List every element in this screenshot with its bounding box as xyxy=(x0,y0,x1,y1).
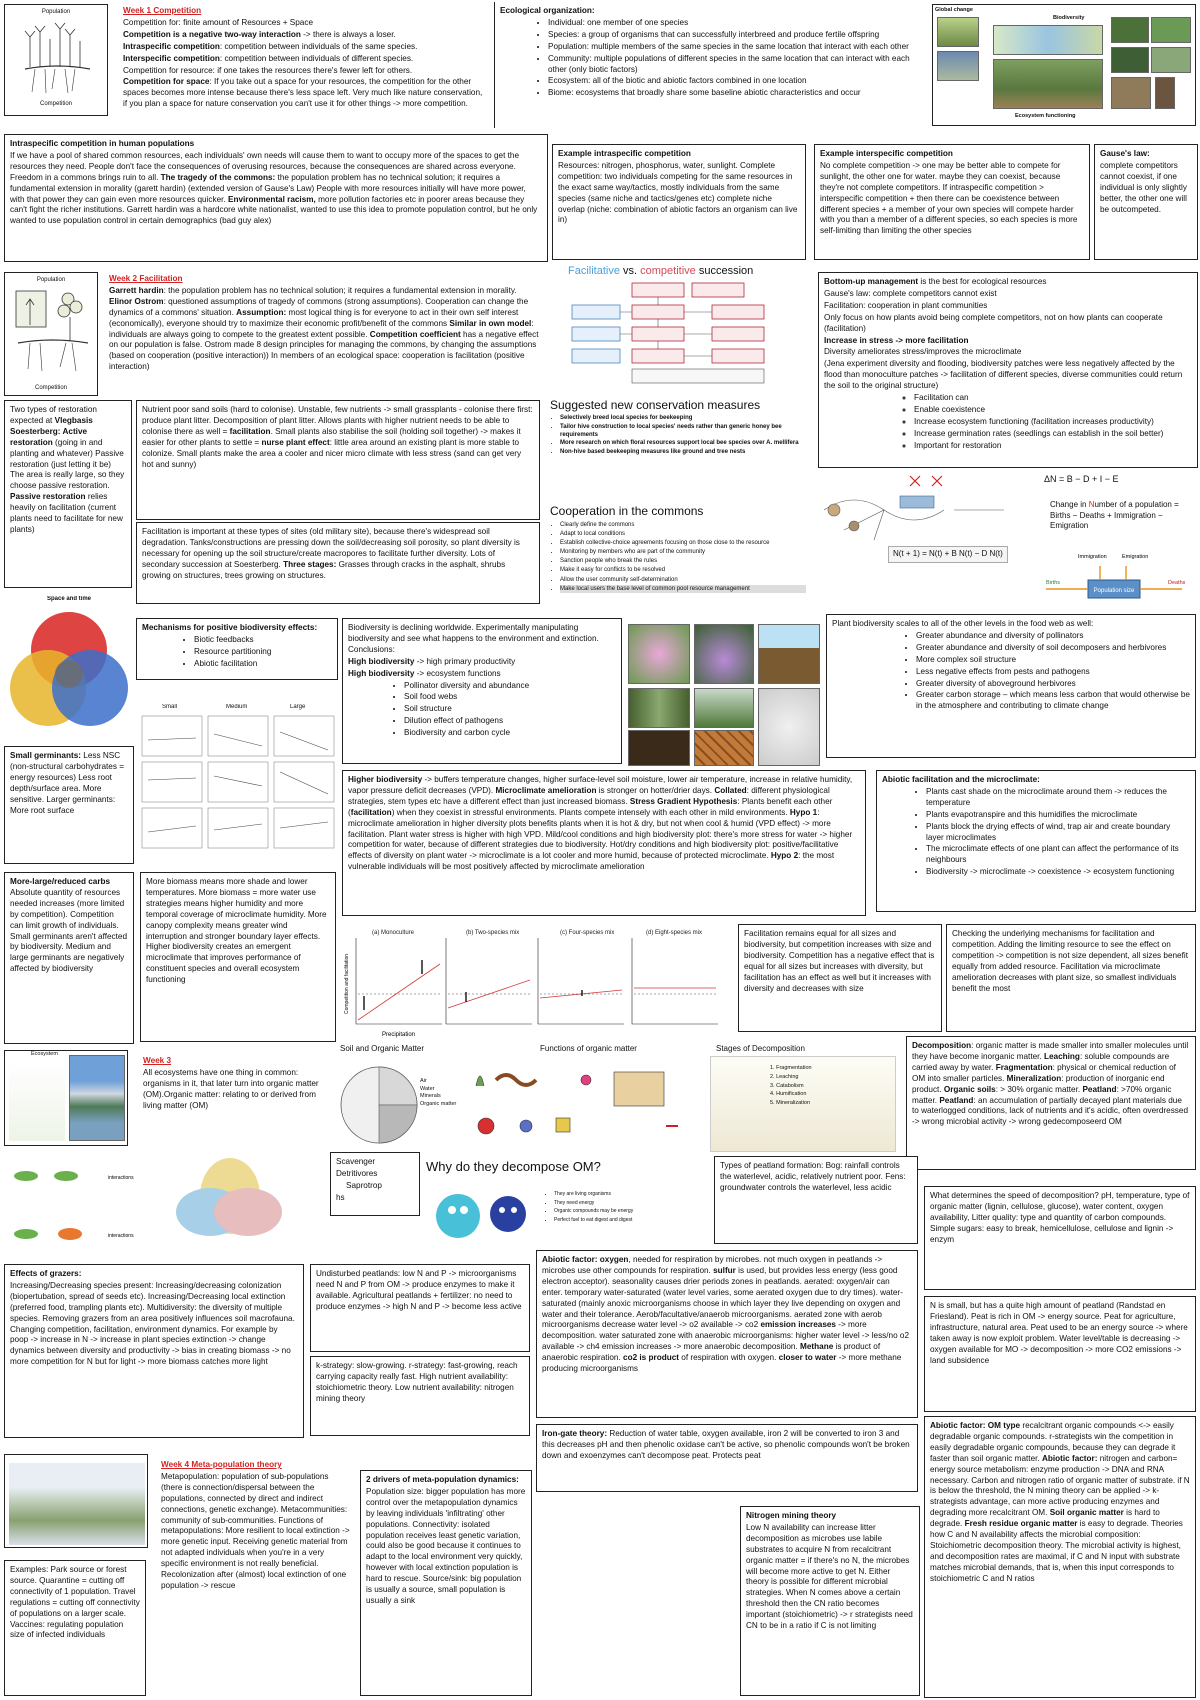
germinants-text: Small germinants: Less NSC (non-structural carbohydrates = energy resources) Less root depth/surface area. More sensitive. Larger germinants: More root surface xyxy=(10,751,124,815)
gc-img-9 xyxy=(1111,77,1151,109)
photo-worms xyxy=(758,688,820,766)
fish-interactions-figure xyxy=(4,1152,324,1264)
n-is-small-box xyxy=(924,1296,1196,1412)
conservation-list xyxy=(560,415,806,457)
why-list xyxy=(554,1191,633,1225)
functions-icons xyxy=(466,1056,702,1152)
facil-important-box xyxy=(136,522,540,604)
abiotic-o2-box xyxy=(536,1250,918,1418)
mechanism-item: • Resource partitioning xyxy=(194,647,332,658)
bottom-up-item: ◦ Facilitation can xyxy=(914,393,1192,404)
y-axis-label: Competition and facilitation xyxy=(344,953,350,1014)
photo-soil-diagram xyxy=(758,624,820,684)
photo-bee-flower xyxy=(628,624,690,684)
abiotic-fac-item: • Plants cast shade on the microclimate around them -> reduces the temperature xyxy=(926,787,1190,809)
bd-item: • Soil structure xyxy=(404,704,616,715)
gc-img-3 xyxy=(993,25,1103,55)
biomass-box xyxy=(140,872,336,1042)
mechanisms-title: Mechanisms for positive biodiversity effects: xyxy=(142,623,318,632)
space-time-venn xyxy=(4,596,134,742)
fig-label-competition: Competition xyxy=(34,384,67,391)
more-large-text: More-large/reduced carbs Absolute quantity of resources needed increases (more limited by competition). Competition can limit growth of individuals. Small germinants aren't affected by biodiversity. Medium and large germinants are negatively affected by biodiversity xyxy=(10,877,128,974)
week4-title: Week 4 Meta-population theory xyxy=(161,1460,282,1469)
peat-types-box xyxy=(714,1156,918,1244)
facil-equal-box xyxy=(738,924,942,1032)
plantbd-item: • Greater abundance and diversity of soil decomposers and herbivores xyxy=(916,643,1190,654)
week2-body: Garrett hardin: the population problem has no technical solution; it requires a fundamental extension in morality. Elinor Ostrom: questioned assumptions of tragedy of commons (strong assumptions). Cooperation can change the dynamics of a commons' situation. Assumption: most logical thing is for everyone to act in their own self interest (economically), everyone should try to maximize their economic profit/benefit of the commons Similar in own model: individuals are always going to compete to the greatest extent possible. Competition coefficient has a negative effect on our population is false. Ostrom made 8 design principles for managing the commons, by changing the assumptions (based on cooperation (positive interaction)) In members of an ecological space: cooperation is facilitation (positive interaction) xyxy=(109,285,539,372)
ex-intra-title: Example intraspecific competition xyxy=(558,149,691,158)
why-item: • They need energy xyxy=(554,1200,633,1208)
gc-img-7 xyxy=(1111,47,1149,73)
week3-plant-icon xyxy=(9,1061,65,1141)
mechanisms-list xyxy=(194,635,332,670)
more-large-box xyxy=(4,872,134,1044)
gc-img-8 xyxy=(1151,47,1191,73)
n-is-small-text: N is small, but has a quite high amount of peatland (Randstad en Friesland). Peat is rich in OM -> energy source. Peat for agriculture, infrastructure, natural area. Peat used to be an energy source -> where taken away is now exploit problem. Water level/table is decreasing -> oxygen available for MO -> decomposition -> more CO2 emissions -> land subsidence xyxy=(930,1301,1188,1365)
imm-label: Immigration xyxy=(1078,554,1107,560)
size-medium: Medium xyxy=(226,704,248,710)
abiotic-fac-item: • Biodiversity -> microclimate -> coexistence -> ecosystem functioning xyxy=(926,867,1190,878)
week1-p1: Competition is a negative two-way interaction -> there is always a loser. xyxy=(123,29,396,39)
week3-text xyxy=(138,1052,324,1148)
ex-intra-box xyxy=(552,144,806,260)
succession-title: Facilitative vs. competitive succession xyxy=(568,265,754,277)
week3-fig-box xyxy=(4,1050,128,1146)
bottom-up-l1: Bottom-up management is the best for ecological resources xyxy=(824,277,1047,286)
bottom-up-item: ◦ Enable coexistence xyxy=(914,405,1192,416)
k-strategy-box xyxy=(310,1356,530,1436)
gause-box xyxy=(1094,144,1198,260)
equation-2: Change in Number of a population = Births − Deaths + Immigration − Emigration xyxy=(1050,500,1179,531)
cooperation-item: • Monitoring by members who are part of the community xyxy=(560,548,806,556)
venn-diagram xyxy=(4,604,134,734)
week3-title: Week 3 xyxy=(143,1056,172,1065)
abiotic-facilitation-box xyxy=(876,770,1196,912)
peat-types-text: Types of peatland formation: Bog: rainfall controls the waterlevel, acidic, relatively nutrient poor. Fens: groundwater controls the waterlevel, less acidic xyxy=(720,1161,906,1192)
bottom-up-l6: Diversity ameliorates stress/improves the microclimate xyxy=(824,347,1022,357)
abiotic-fac-item: • The microclimate effects of one plant can affect the performance of its neighbours xyxy=(926,844,1190,866)
bottom-up-l7: (Jena experiment diversity and flooding, biodiversity patches were less negatively affected by the flood than monoculture patches -> facilitation of different species, diverse communities could return the soil to the original structure) xyxy=(824,359,1183,391)
week3-landscape-photo xyxy=(69,1055,125,1141)
cooperation-item: • Make it easy for conflicts to be resolved xyxy=(560,566,806,574)
decomposition-text: Decomposition: organic matter is made smaller into smaller molecules until they have become inorganic matter. Leaching: soluble compounds are carried away by water. Fragmentation: physical or chemical reduction of OM into smaller particles. Mineralization: production of inorganic end product. Organic soils: > 30% organic matter. Peatland: >70% organic matter. Peatland: an accumulation of partially decayed plant materials due to waterlogged conditions, lack of nutrients and it's acidic, often overdressed -> wrong microbial activity -> wrong gedecomposeerd OM xyxy=(912,1041,1189,1127)
fish-diagram xyxy=(4,1152,324,1264)
drivers-title: 2 drivers of meta-population dynamics: xyxy=(366,1475,519,1484)
week4-fig-box xyxy=(4,1454,148,1548)
abiotic-fac-item: • Plants block the drying effects of wind, trap air and create boundary layer microclimates xyxy=(926,822,1190,844)
iron-gate-text: Iron-gate theory: Reduction of water table, oxygen available, iron 2 will be converted to iron 3 and this decreases pH and then phenolic oxidase can't be active, so phenolic compounds won't be broken down and exoenzymes can't decompose peat. Protects peat xyxy=(542,1429,910,1460)
restoration-box xyxy=(4,400,132,588)
photo-cracked-soil xyxy=(694,730,754,766)
week2-title: Week 2 Facilitation xyxy=(109,274,183,283)
gc-ecosystem-label: Ecosystem functioning xyxy=(1015,113,1076,119)
cooperation-box xyxy=(546,502,810,620)
size-large: Large xyxy=(290,704,306,710)
checking-box xyxy=(946,924,1196,1032)
k-strategy-text: k-strategy: slow-growing. r-strategy: fast-growing, reach carrying capacity really fast. High nutrient availability: stoichiometric theory. Low nutrient availability: nitrogen mining theory xyxy=(316,1361,518,1403)
fig-label-population: Population xyxy=(36,277,66,283)
stages-title: Stages of Decomposition xyxy=(716,1044,805,1053)
panel-d-label: (d) Eight-species mix xyxy=(646,930,703,936)
bottom-up-list xyxy=(914,393,1192,452)
nutpoor-box xyxy=(136,400,540,520)
abiotic-fac-title: Abiotic facilitation and the microclimate: xyxy=(882,775,1040,784)
equation-1: ΔN = B − D + I − E xyxy=(1044,474,1119,484)
soil-pie xyxy=(334,1060,424,1150)
nitrogen-mining-text: Low N availability can increase litter decomposition as microbes use labile substrates to acquire N from recalcitrant organic matter = if there's no N, the microbes will become more active to get N. Either theory is possible for different microbial strategies. When N comes above a certain threshold then the CN ratio becomes important (stoichiometric) -> r strategists need CN to be in a ratio if C is not limiting xyxy=(746,1522,913,1631)
high-bd-box xyxy=(342,770,866,916)
gc-img-5 xyxy=(1111,17,1149,43)
photo-forest xyxy=(628,688,690,728)
high-bd-text: Higher biodiversity -> buffers temperature changes, higher surface-level soil moisture, lower air temperature, increase in relative humidity, vapor pressure deficit decreases (VPD). Microclimate amelioration is stronger on hotter/drier days. Collated: different physiological strategies, stem types etc have a different effect than just increased biomass. Stress Gradient Hypothesis: Plants benefit each other (facilitation) when they coexist in stressful environments. Plants compete intensely with each other in mild environments. Hypo 1: microclimate amelioration in higher diversity plots benefits plants when it is hot & dry, but not when cool & humid (VPD effect) -> more facilitation. Plant water stress is higher with high VPD. Mild/cool conditions and high biodiversity plot: there's more stress for water -> higher competition for water, because of different strategies due to biodiversity. Hot/dry conditions and high biodiversity plot: positive/facilitative effects of diversity on plant water -> microclimate is a lot cooler and more humid, because of protected microclimate. Hypo 2: the most vulnerable individuals will be most positively affected by microclimate amelioration xyxy=(348,775,853,872)
pop-size-label: Population size xyxy=(1093,588,1135,594)
undisturbed-box xyxy=(310,1264,530,1352)
week4-landscape xyxy=(9,1463,145,1545)
photo-collage xyxy=(626,622,822,768)
microbe-icons xyxy=(428,1180,538,1250)
bd-item: • Soil food webs xyxy=(404,692,616,703)
size-panels xyxy=(140,714,336,854)
intra-human-text: If we have a pool of shared common resources, each individuals' own needs will cause them to want to occupy more of the spaces to get the resources they need. People don't face the consequences of overusing resources, because the consequences are shared across everyone. Freedom in a commons brings ruin to all. The tragedy of the commons: the population problem has no technical solution; it requires a fundamental extension in morality (garett hardin) (extended version of Gause's Law) People with more resources initially will have more power, with that power they can gain even more resources quicker. Environmental racism, more pollution factories etc in poorer areas because they can't fight the richer institutions. Garrett hardin was a hardcore white nationalist, wanted to use this idea to promote population control, but he only wanted to use population control in certain demographics (bad guy alex) xyxy=(10,150,538,226)
precip-panels xyxy=(342,924,732,1044)
panel-a-label: (a) Monoculture xyxy=(372,930,415,936)
iron-gate-box xyxy=(536,1424,918,1492)
bottom-up-l4: Only focus on how plants avoid being complete competitors, not on how plants can cooperate (facilitation) xyxy=(824,312,1163,333)
cooperation-item: • Adapt to local conditions xyxy=(560,530,806,538)
abiotic-fac-list xyxy=(926,787,1190,878)
why-item: • They are living organisms xyxy=(554,1191,633,1199)
eco-org-list xyxy=(548,18,921,99)
eco-org-box xyxy=(494,2,926,128)
bottom-up-l2: Gause's law: complete competitors cannot exist xyxy=(824,288,997,298)
eco-item: • Ecosystem: all of the biotic and abiotic factors combined in one location xyxy=(548,76,921,87)
eco-item: • Individual: one member of one species xyxy=(548,18,921,29)
plantbd-item: • Greater abundance and diversity of pollinators xyxy=(916,631,1190,642)
examples-box xyxy=(4,1560,146,1696)
cooperation-list xyxy=(560,521,806,593)
bd-l2: High biodiversity -> ecosystem functions xyxy=(348,668,501,678)
stages-list: 1. Fragmentation 2. Leaching 3. Catabolism 4. Humification 5. Mineralization xyxy=(770,1065,812,1107)
cooperation-title: Cooperation in the commons xyxy=(550,504,704,518)
photo-bumblebee xyxy=(694,624,754,684)
ex-inter-text: No complete competition -> one may be better able to compete for sunlight, the other one for water. maybe they can coexist, because they're not complete competitors. If intraspecific competition > interspecific competition + then there can be coexistence between different species + a member of your own species will compete harder with you than a member of a different species, so each species is more self-limiting than limiting the other species xyxy=(820,160,1078,236)
fig-label-population: Population xyxy=(41,9,71,15)
drivers-box xyxy=(360,1470,532,1696)
bottom-up-l5: Increase in stress -> more facilitation xyxy=(824,335,969,345)
eco-item: • Species: a group of organisms that can successfully interbreed and produce fertile offspring xyxy=(548,30,921,41)
size-small: Small xyxy=(162,704,178,710)
bd-text: Biodiversity is declining worldwide. Experimentally manipulating biodiversity and see what happens to the environment and extinction. Conclusions: xyxy=(348,623,599,654)
bd-list xyxy=(404,681,616,740)
succession-figure xyxy=(562,264,812,394)
nitrogen-mining-title: Nitrogen mining theory xyxy=(746,1511,837,1520)
gause-title: Gause's law: xyxy=(1100,149,1150,158)
eco-item: • Biome: ecosystems that broadly share some baseline abiotic characteristics and occur xyxy=(548,88,921,99)
bottom-up-item: ◦ Increase germination rates (seedlings can establish in the soil better) xyxy=(914,429,1192,440)
conservation-title: Suggested new conservation measures xyxy=(550,398,761,412)
photo-ants xyxy=(628,730,690,766)
plantbd-item: • Less negative effects from pests and pathogens xyxy=(916,667,1190,678)
cooperation-item: • Allow the user community self-determination xyxy=(560,576,806,584)
week4-body: Metapopulation: population of sub-populations (there is connection/dispersal between the populations, connected by direct and indirect connections, genetic exchange). Metacommunities: community of sub-communities. Functions of metapopulations: More resilient to local extinction -> more genetic input. Receiving genetic material from not adapted individuals when you're in a very specific environment is not really beneficial. Recolonization after (almost) local extinction of one population -> rescue xyxy=(161,1471,350,1590)
speed-text: What determines the speed of decomposition? pH, temperature, type of organic matter (lignin, cellulose, glucose), water content, oxygen availability, Litter quality: type and quantity of carbon compounds. Simple sugars: easy to break, hemicellulose, cellulose and lignin -> enzym xyxy=(930,1191,1190,1244)
conservation-box xyxy=(546,396,810,502)
bd-item: • Pollinator diversity and abundance xyxy=(404,681,616,692)
grazers-box xyxy=(4,1264,304,1438)
week1-p3: Interspecific competition: competition between individuals of different species. xyxy=(123,53,414,63)
checking-text: Checking the underlying mechanisms for facilitation and competition. Adding the limiting resource to see the effect on competition -> competition is not size dependent, all sizes benefit equally from added resource. Facilitation via microclimate amelioration decreases with plant size, so smallest individuals benefit the most xyxy=(952,929,1188,993)
conservation-item: • Selectively breed local species for beekeeping xyxy=(560,415,806,423)
scav-line: Saprotrop xyxy=(346,1180,382,1190)
biodiversity-box xyxy=(342,618,622,764)
abiotic-o2-text: Abiotic factor: oxygen, needed for respiration by microbes. not much oxygen in peatlands -> microbes use other compounds for respiration. sulfur is used, but provides less energy (less good electron acceptor). seasonality causes drier periods zones in peatlands. aerated: oxygen/air can enter. temporary water-saturated (water level varies, some aerated oxygen due to dry times). water-saturated (mainly anoxic microorganisms choose in which layer they live depending on oxygen and water and their tolerance. Aerob/facultative/anaerob microorganisms. aerated zone with aerob microorganisms decrease water level -> o2 available -> co2 emission increases -> more decomposition. water saturated zone with anaerobic microorganisms: higher water level -> less/no o2 available -> ch4 emission increases -> more anaerobic decomposition. Methane is product of anaerobic respiration. co2 is product of respiration with oxygen. closer to water -> more methane producing microorganisms xyxy=(542,1255,910,1374)
why-item: • Perfect fuel to eat digest and digest xyxy=(554,1217,633,1225)
plantbd-list xyxy=(916,631,1190,712)
soil-om-figure xyxy=(330,1042,900,1156)
mechanism-item: • Biotic feedbacks xyxy=(194,635,332,646)
photo-grass xyxy=(694,688,754,728)
global-change-figure xyxy=(932,4,1196,126)
week3-fig-label: Ecosystem xyxy=(31,1051,58,1057)
mechanism-item: • Abiotic facilitation xyxy=(194,659,332,670)
gc-img-10 xyxy=(1155,77,1175,109)
undisturbed-text: Undisturbed peatlands: low N and P -> microorganisms need N and P from OM -> produce enzymes to make it available. Agricultural peatlands + fertilizer: no need to produce enzymes -> high N and P -> become less active xyxy=(316,1269,522,1311)
plantbd-item: • Greater carbon storage – which means less carbon that would otherwise be in the atmosphere and contributing to climate change xyxy=(916,690,1190,712)
grazers-title: Effects of grazers: xyxy=(10,1269,82,1278)
cooperation-item: • Sanction people who break the rules xyxy=(560,557,806,565)
deaths-label: Deaths xyxy=(1168,580,1186,586)
week1-intro: Competition for: finite amount of Resources + Space xyxy=(123,17,314,27)
cooperation-item: • Clearly define the commons xyxy=(560,521,806,529)
scavenger-box xyxy=(330,1152,420,1216)
bd-item: • Dilution effect of pathogens xyxy=(404,716,616,727)
plantbd-title: Plant biodiversity scales to all of the other levels in the food web as well: xyxy=(832,619,1094,628)
births-label: Births xyxy=(1046,580,1061,586)
facil-equal-text: Facilitation remains equal for all sizes and biodiversity, but competition increases with size and biodiversity. Competition has a negative effect that is equal for all sizes but increases with diversity, but facilitation has an effect as well but it increases with diversity and decreases with size xyxy=(744,929,935,993)
ex-inter-title: Example interspecific competition xyxy=(820,149,953,158)
germinants-box xyxy=(4,746,134,864)
conservation-item: • Non-hive based beekeeping measures like ground and tree nests xyxy=(560,449,806,457)
population-equation-figure xyxy=(814,470,1198,618)
conservation-item: • More research on which floral resources support local bee species over A. mellifera xyxy=(560,440,806,448)
functions-om-title: Functions of organic matter xyxy=(540,1044,637,1053)
plant-facilitation-icon xyxy=(10,285,94,381)
bottom-up-l3: Facilitation: cooperation in plant communities xyxy=(824,300,988,310)
eco-item: • Population: multiple members of the same species in the same location that interact with each other xyxy=(548,42,921,53)
size-panels-figure xyxy=(140,704,336,854)
abiotic-fac-item: • Plants evapotranspire and this humidifies the microclimate xyxy=(926,810,1190,821)
examples-text: Examples: Park source or forest source. Quarantine = cutting off connectivity of 1 population. Travel regulations = cutting off connectivity of populations on a larger scale. Vaccines: regulating population size of infected individuals xyxy=(10,1565,140,1640)
week1-p2: Intraspecific competition: competition between individuals of the same species. xyxy=(123,41,418,51)
ex-inter-box xyxy=(814,144,1090,260)
scav-line: Detritivores xyxy=(336,1168,378,1178)
abiotic-om-box xyxy=(924,1416,1196,1698)
week2-text xyxy=(104,270,544,382)
gc-biodiversity-label: Biodiversity xyxy=(1053,15,1085,21)
soil-om-title: Soil and Organic Matter xyxy=(340,1044,425,1053)
succession-diagram xyxy=(562,279,812,391)
panel-b-label: (b) Two-species mix xyxy=(466,930,520,936)
week2-fig-box xyxy=(4,272,98,396)
facil-important-text: Facilitation is important at these types of sites (old military site), because there's widespread soil degradation. Tanks/constructions are pressing down the soil/decreasing soil porosity, so plant diversity is necessary for opening up the soil structure/create macropores to facilitate further diversity. Lots of secondary succession at Soesterberg. Three stages: Grasses through cracks in the asphalt, shrubs growing on structures, trees growing on structures. xyxy=(142,527,520,580)
population-flow-diagram xyxy=(1026,544,1196,614)
speed-box xyxy=(924,1186,1196,1290)
soil-legend: Air Water Minerals Organic matter xyxy=(420,1078,457,1108)
cooperation-item: • Establish collective-choice agreements focusing on those close to the resource xyxy=(560,539,806,547)
week1-title: Week 1 Competition xyxy=(123,6,202,15)
plantbd-item: • Greater diversity of aboveground herbivores xyxy=(916,679,1190,690)
plantbd-item: • More complex soil structure xyxy=(916,655,1190,666)
panel-c-label: (c) Four-species mix xyxy=(560,930,615,936)
scav-line: hs xyxy=(336,1192,345,1202)
interactions-label: interactions xyxy=(108,1175,134,1181)
week1-fig-box xyxy=(4,4,108,116)
why-decompose-figure xyxy=(424,1156,710,1252)
eco-org-title: Ecological organization: xyxy=(500,6,595,15)
decomposition-box xyxy=(906,1036,1196,1170)
mechanisms-box xyxy=(136,618,338,680)
bd-l1: High biodiversity -> high primary productivity xyxy=(348,656,516,666)
cooperation-item: • Make local users the base level of common pool resource management xyxy=(560,585,806,593)
space-time-title: Space and time xyxy=(46,596,91,602)
nutpoor-text: Nutrient poor sand soils (hard to colonise). Unstable, few nutrients -> small grassplants - colonise there first: produce plant litter. Decomposition of plant litter. Allows plants with higher nutrient needs to be able to colonise there as well = facilitation. Small plants also stabilise the soil (holding soil together) -> makes it easier for other plants to settle = nurse plant effect: little area around an existing plant is more stable to colonize. Small plants make the area a cooler and nicer micro climate with less stress (sand can get very hot and sunny) xyxy=(142,405,533,469)
drivers-text: Population size: bigger population has more control over the metapopulation dynamics by leaving individuals 'infiltrating' other populations. Connectivity: isolated population receives least genetic variation, could also be good because it continues to adapt to the local environment very quickly, however with local extinction population is hard to rescue. Source/sink: big population is usually a source, small population is usually a sink xyxy=(366,1486,526,1605)
bottom-up-box xyxy=(818,272,1198,468)
restoration-text: Two types of restoration expected at Vlegbasis Soesterberg: Active restoration (going in and planting and whatever) Passive restoration (just letting it be) The area is really large, so they choose passive restoration. Passive restoration relies heavily on facilitation (current plants need to facilitate for new plants) xyxy=(10,405,125,534)
interactions-label: interactions xyxy=(108,1233,134,1239)
week1-text xyxy=(118,2,488,124)
grazers-text: Increasing/Decreasing species present: Increasing/decreasing colonization (biopertubation, spread of seeds etc). Increasing/Decreasing local extinction (preferred food, trampling plants etc). Multidiversity: the diversity of multiple species. Removing grazers from an area positively influences soil macrofauna. Changing competition, facilitation, environment dynamics. For example by poop -> increase in N -> increase in plant species extinction -> change dynamics between diversity and productivity -> bias in creating biomass -> no more competition for N but for light -> more biomass catches more light xyxy=(10,1280,295,1367)
fig-label-competition: Competition xyxy=(39,100,72,107)
abiotic-om-text: Abiotic factor: OM type recalcitrant organic compounds <-> easily degradable organic compounds. r-strategists win the competition in easily degradable organic compounds, because they can degrade it faster than soil organic matter. Abiotic factor: nitrogen and carbon= energy source metabolism: enzyme production -> DNA and RNA necessary. Carbon and nitrogen ratio of organic matter of substrate. if N is below the threshold, the N mining theory can be applied -> k-strategists advantage, can more active producing enzymes and degrading more recalcitrant OM. Soil organic matter is hard to degrade. Fresh residue organic matter is easy to degrade. Theories how C and N availability affects the microbial composition: Stoichiometric decomposition theory. The microbial activity is highest, and decomposition rates are maximal, if C and N input with substrate matches microbial demands, that is, when this input corresponds to stoichiometric C and N ratios xyxy=(930,1421,1190,1583)
ex-intra-text: Resources: nitrogen, phosphorus, water, sunlight. Complete competition: two individuals competing for the same resources in the exact same way/tactics, mostly individuals from the same species (same niche and tactics/genes etc) complete niche overlap (niche: combination of abiotic factors an organism can live in) xyxy=(558,160,798,225)
nitrogen-mining-box xyxy=(740,1506,920,1696)
eco-item: • Community: multiple populations of different species in the same location that can interact with each other (only biotic factors) xyxy=(548,54,921,76)
gc-img-2 xyxy=(937,51,979,81)
biomass-text: More biomass means more shade and lower temperatures. More biomass = more water use strategies means higher humidity and more temporal coverage of microclimate humidity. More canopy complexity means greater wind interruption and stronger boundary layer effects. Higher biodiversity creates an emergent microclimate that improves performance of constituent species and overall ecosystem functioning xyxy=(146,877,327,985)
why-item: • Organic compounds may be energy xyxy=(554,1208,633,1216)
gc-img-6 xyxy=(1151,17,1191,43)
formula: N(t + 1) = N(t) + B N(t) − D N(t) xyxy=(888,546,1008,563)
week4-text xyxy=(156,1456,356,1656)
precip-panels-figure xyxy=(342,924,732,1044)
bottom-up-item: ◦ Important for restoration xyxy=(914,441,1192,452)
intra-human-title: Intraspecific competition in human populations xyxy=(10,139,195,148)
bottom-up-item: ◦ Increase ecosystem functioning (facilitation increases productivity) xyxy=(914,417,1192,428)
why-title: Why do they decompose OM? xyxy=(426,1159,601,1174)
gause-text: complete competitors cannot coexist, if one individual is only slightly better, the other one will be outcompeted. xyxy=(1100,160,1187,214)
week1-p5: Competition for space: If you take out a space for your resources, the competition for the other spaces becomes more intense because there's less space left. Very much like nature conservation, if you plan a space for nature conservation you can't use it for other things -> more competition. xyxy=(123,77,483,109)
plant-biodiversity-box xyxy=(826,614,1196,758)
week3-body: All ecosystems have one thing in common: organisms in it, that later turn into organic matter (OM).Organic matter: relating to or derived from living matter (OM) xyxy=(143,1067,319,1110)
week1-p4: Competition for resource: if one takes the resources there's fewer left for others. xyxy=(123,65,413,75)
intra-human-box xyxy=(4,134,548,262)
emi-label: Emigration xyxy=(1122,554,1149,560)
gc-img-4 xyxy=(993,59,1103,109)
gc-title: Global change xyxy=(935,7,973,13)
gc-img-1 xyxy=(937,17,979,47)
bd-item: • Biodiversity and carbon cycle xyxy=(404,728,616,739)
plant-population-icon xyxy=(10,17,104,97)
conservation-item: • Tailor hive construction to local species' needs rather than generic honey bee requirements xyxy=(560,424,806,440)
scav-line: Scavenger xyxy=(336,1157,376,1166)
x-axis-label: Precipitation xyxy=(382,1032,416,1038)
